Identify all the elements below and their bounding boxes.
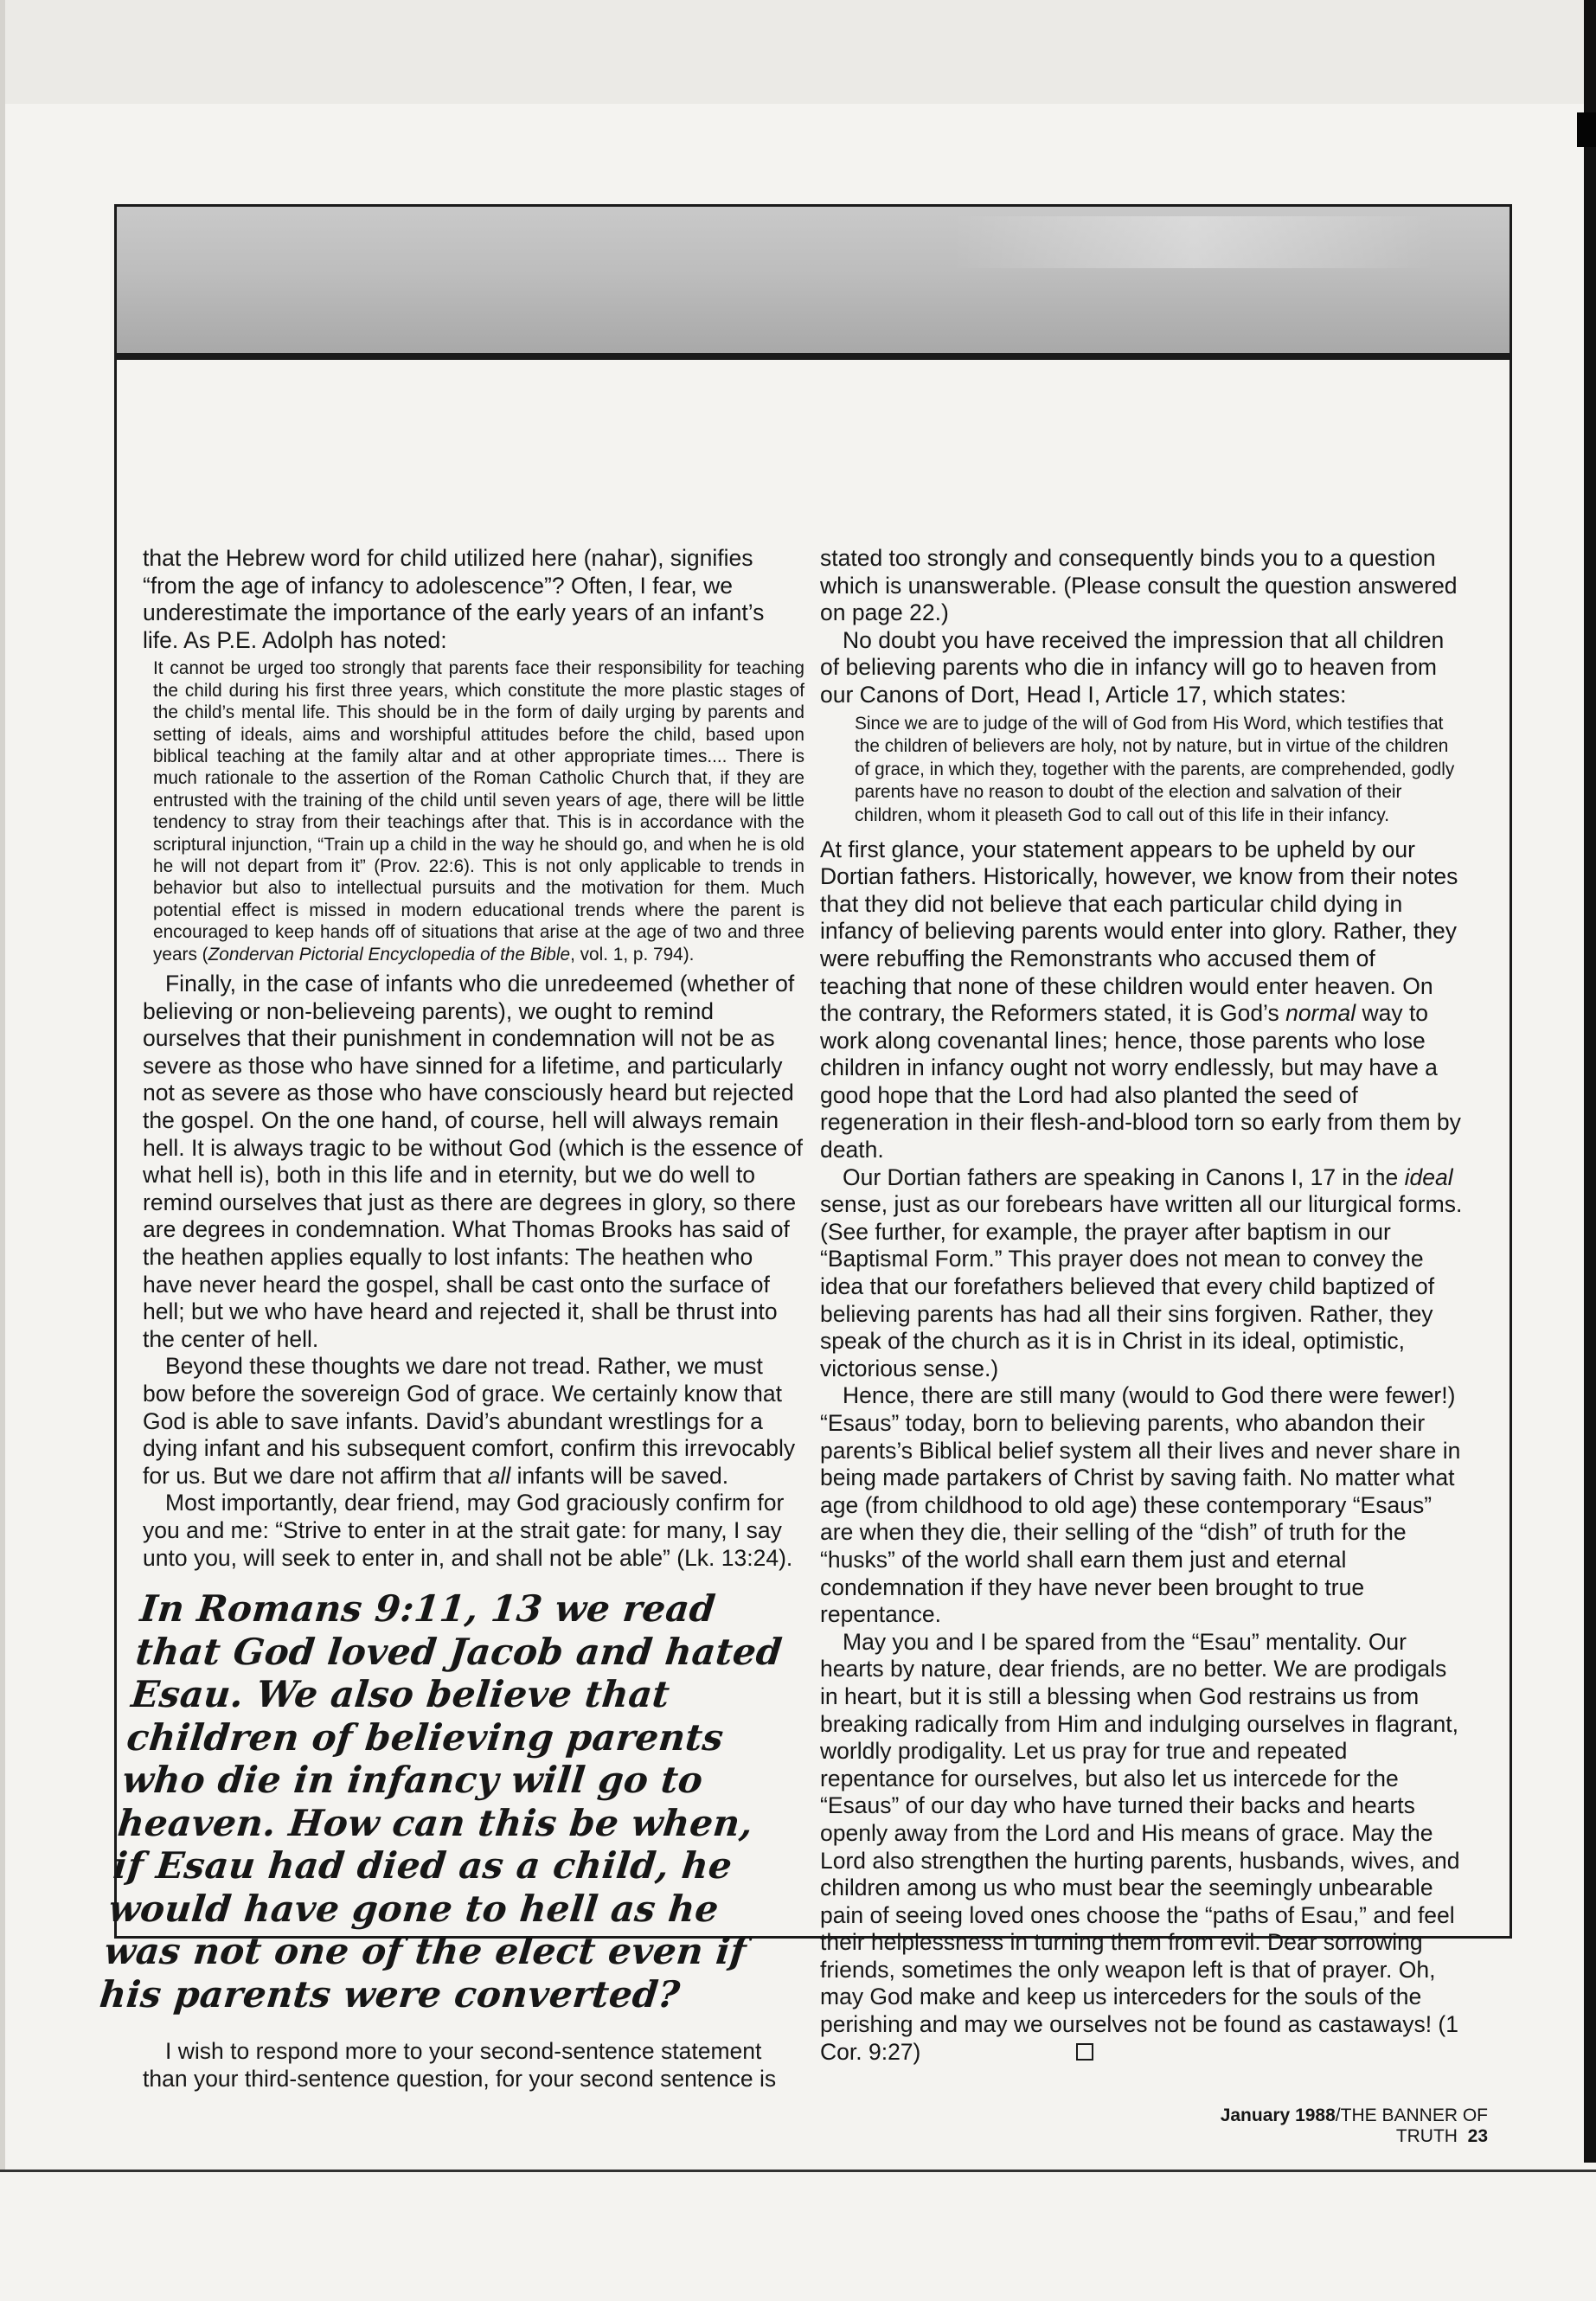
paragraph bbox=[820, 836, 1467, 1164]
quote-reference: , vol. 1, p. 794). bbox=[570, 944, 695, 965]
paragraph: Finally, in the case of infants who die unredeemed (whether of believing or non-believeing parents), we ought to remind ourselves that their punishment in condemnation will not be as severe as those who have sinned for a lifetime, and particularly not as severe as those who have consciously heard but rejected the gospel. On the one hand, of course, hell will always remain hell. It is always tragic to be without God (which is the essence of what hell is), both in this life and in eternity, but we do well to remind ourselves that just as there are degrees in glory, so there are degrees in condemnation. What Thomas Brooks has said of the heathen applies equally to lost infants: The heathen who have never heard the gospel, shall be cast onto the surface of hell; but we who have heard and rejected it, shall be thrust into the center of hell. bbox=[143, 971, 803, 1352]
scan-edge-right bbox=[1584, 0, 1596, 2163]
quote-source: Zondervan Pictorial Encyclopedia of the Bible bbox=[208, 944, 571, 965]
reader-question-heading: In Romans 9:11, 13 we read that God loved Jacob and hated Esau. We also believe that children of believing parents who die in infancy will go to heaven. How can this be when, if Esau had died as a child, he would have gone to hell as he was not one of the elect even if his parents were converted? bbox=[98, 1587, 785, 2016]
emphasis: ideal bbox=[1404, 1163, 1453, 1190]
paragraph: stated too strongly and consequently binds you to a question which is unanswerable. (Please consult the question answered on page 22.) bbox=[820, 545, 1458, 626]
block-quote-canons-of-dort: Since we are to judge of the will of God from His Word, which testifies that the children of believers are holy, not by nature, but in virtue of the children of grace, in which they, together with the parents, are comprehended, godly parents have no reason to doubt of the election and salvation of their children, whom it pleaseth God to call out of this life in their infancy. bbox=[855, 713, 1455, 825]
page-footer bbox=[1125, 2106, 1488, 2147]
paragraph-text: sense, just as our forebears have written all our liturgical forms. (See further, for example, the prayer after baptism in our “Baptismal Form.” This prayer does not mean to convey the idea that our forefathers believed that every child baptized of believing parents has had all their sins forgiven. Rather, they speak of the church as it is in Christ in its ideal, optimistic, victorious sense.) bbox=[820, 1191, 1463, 1381]
paragraph: Most importantly, dear friend, may God graciously confirm for you and me: “Strive to enter in at the strait gate: for many, I say unto you, will seek to enter in, and shall not be able” (Lk. 13:24). bbox=[143, 1490, 793, 1571]
scan-edge-left bbox=[0, 0, 5, 2171]
footer-publication: THE BANNER OF TRUTH bbox=[1340, 2106, 1488, 2146]
emphasis: all bbox=[487, 1462, 511, 1489]
scan-bottom-edge bbox=[0, 2170, 1596, 2172]
footer-separator: / bbox=[1335, 2106, 1341, 2125]
paragraph-text: way to work along covenantal lines; hence, those parents who lose children in infancy ought not worry endlessly, but may have a good hope that the Lord had also planted the seed of regeneration in their flesh-and-blood torn so early from them by death. bbox=[820, 1000, 1461, 1163]
paragraph-text: Beyond these thoughts we dare not tread. Rather, we must bow before the sovereign God of grace. We certainly know that God is able to save infants. David’s abundant wrestlings for a dying infant and his subsequent comfort, confirm this irrevocably for us. But we dare not affirm that bbox=[143, 1353, 796, 1489]
paragraph-text: At first glance, your statement appears to be upheld by our Dortian fathers. Historically, however, we know from their notes that they did not believe that each particular child dying in infancy of believing parents would enter into glory. Rather, they were rebuffing the Remonstrants who accused them of teaching that none of these children would enter heaven. On the contrary, the Reformers stated, it is God’s bbox=[820, 836, 1458, 1027]
paragraph bbox=[820, 1164, 1467, 1383]
paragraph-text: Our Dortian fathers are speaking in Canons I, 17 in the bbox=[843, 1163, 1405, 1190]
paragraph-text: infants will be saved. bbox=[510, 1462, 729, 1489]
banner-sheen bbox=[952, 216, 1436, 268]
paragraph bbox=[143, 1353, 804, 1490]
left-column bbox=[98, 545, 804, 2093]
paragraph bbox=[820, 1629, 1467, 2067]
block-quote-adolph bbox=[143, 657, 804, 965]
banner-rule bbox=[117, 353, 1509, 360]
right-column bbox=[820, 545, 1467, 2066]
paragraph: I wish to respond more to your second-sentence statement than your third-sentence question, for your second sentence is bbox=[143, 2038, 777, 2092]
emphasis: normal bbox=[1285, 1000, 1356, 1027]
scan-edge-mark bbox=[1577, 112, 1596, 147]
end-of-article-box-icon bbox=[1076, 2043, 1093, 2061]
page-number: 23 bbox=[1467, 2126, 1488, 2146]
paragraph: that the Hebrew word for child utilized here (nahar), signifies “from the age of infancy to adolescence”? Often, I fear, we underestimate the importance of the early years of an infant’s life. As P.E. Adolph has noted: bbox=[143, 545, 765, 653]
scan-margin-top bbox=[0, 0, 1596, 104]
paragraph: Hence, there are still many (would to God there were fewer!) “Esaus” today, born to believing parents, who abandon their parents’s Biblical belief system all their lives and never share in being made partakers of Christ by saving faith. No matter what age (from childhood to old age) these contemporary “Esaus” are when they die, their selling of the “dish” of truth for the “husks” of the world shall earn them just and eternal condemnation if they have never been brought to true repentance. bbox=[820, 1382, 1461, 1628]
quote-text: It cannot be urged too strongly that parents face their responsibility for teaching the child during his first three years, which constitute the more plastic stages of the child’s mental life. This should be in the form of daily urging by parents and setting of ideals, aims and worshipful attitudes before the child, based upon biblical teaching at the family altar and at other appropriate times.... There is much rationale to the assertion of the Roman Catholic Church that, if they are entrusted with the training of the child until seven years of age, there will be little tendency to stray from their teachings after that. This is in accordance with the scriptural injunction, “Train up a child in the way he should go, and when he is old he will not depart from it” (Prov. 22:6). This is not only applicable to trends in behavior but also to intellectual pursuits and the motivation for them. Much potential effect is missed in modern educational trends where the parent is encouraged to keep hands off of situations that arise at the age of two and three years ( bbox=[153, 658, 804, 965]
paragraph: No doubt you have received the impression that all children of believing parents who die in infancy will go to heaven from our Canons of Dort, Head I, Article 17, which states: bbox=[820, 626, 1445, 708]
footer-date: January 1988 bbox=[1220, 2106, 1336, 2125]
paragraph-text: May you and I be spared from the “Esau” mentality. Our hearts by nature, dear friends, are no better. We are prodigals in heart, but it is still a blessing when God restrains us from breaking radically from Him and indulging ourselves in flagrant, worldly prodigality. Let us pray for true and repeated repentance for ourselves, but also let us intercede for the “Esaus” of our day who have turned their backs and hearts openly away from the Lord and His means of grace. May the Lord also strengthen the hurting parents, husbands, wives, and children among us who must bear the seemingly unbearable pain of seeing loved ones choose the “paths of Esau,” and feel their helplessness in turning them from evil. Dear sorrowing friends, sometimes the only weapon left is that of prayer. Oh, may God make and keep us interceders for the souls of the perishing and may we ourselves not be found as castaways! (1 Cor. 9:27) bbox=[820, 1628, 1460, 2065]
